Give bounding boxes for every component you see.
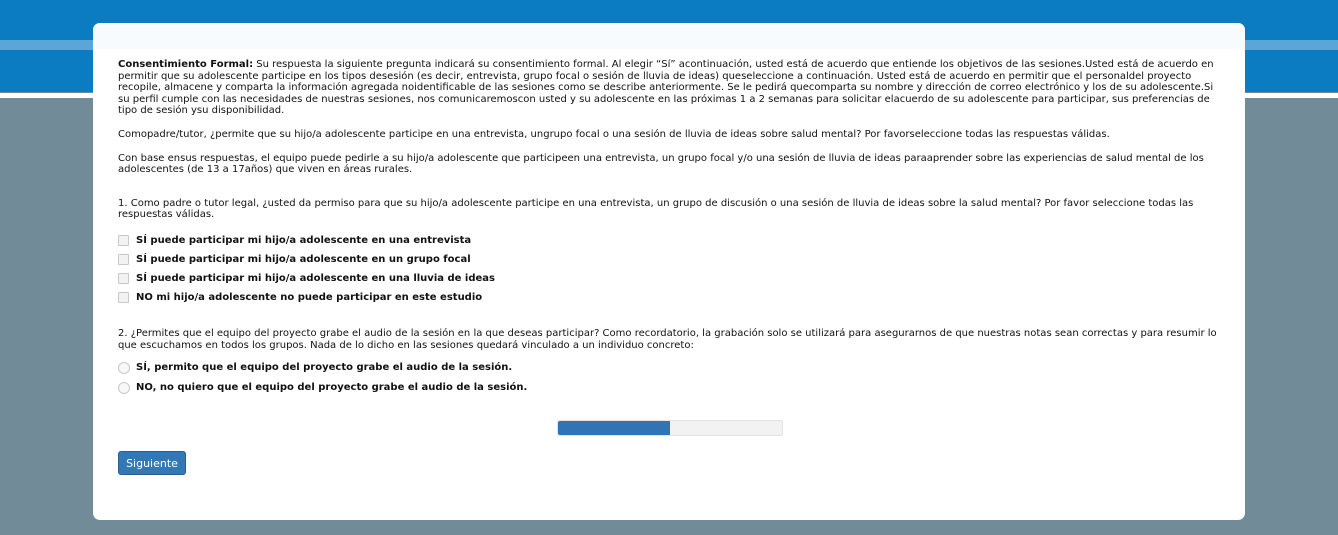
next-button[interactable]: Siguiente [118, 451, 186, 475]
radio-button[interactable] [118, 362, 130, 374]
checkbox[interactable] [118, 292, 129, 303]
consent-text: Su respuesta la siguiente pregunta indicará su consentimiento formal. Al elegir “Sí” acontinuación, usted está de acuerdo que entiende los objetivos de las sesiones.Usted está de acuerdo en permitir que su adolescente participe en los tipos desesión (es decir, entrevista, grupo focal o sesión de lluvia de ideas) queseleccione a continuación. Usted está de acuerdo en permitir que el personaldel proyecto recopile, almacene y comparta la información agregada noidentificable de las sesiones como se describe anteriormente. Se le pedirá quecomparta su nombre y dirección de correo electrónico y los de su adolescente.Si su perfil cumple con las necesidades de nuestras sesiones, nos comunicaremoscon usted y su adolescente en las próximas 1 a 2 semanas para solicitar elacuerdo de su adolescente para participar, sus preferencias de tipo de sesión ysu disponibilidad. [118, 59, 1214, 117]
consent-paragraph [118, 59, 1218, 117]
option-grupo-focal[interactable] [118, 250, 1218, 269]
option-entrevista[interactable] [118, 231, 1218, 250]
progress-bar [557, 420, 783, 436]
intro-paragraph-1: Comopadre/tutor, ¿permite que su hijo/a adolescente participe en una entrevista, ungrupo focal o una sesión de lluvia de ideas sobre salud mental? Por favorseleccione todas las respuestas válidas. [118, 128, 1110, 140]
question-2-options [118, 358, 1218, 398]
option-label: NO mi hijo/a adolescente no puede participar en este estudio [136, 291, 483, 303]
option-grabar-si[interactable] [118, 358, 1218, 378]
checkbox[interactable] [118, 273, 129, 284]
question-2-text: 2. ¿Permites que el equipo del proyecto grabe el audio de la sesión en la que deseas participar? Como recordatorio, la grabación solo se utilizará para asegurarnos de que nuestras notas sean correctas y para resumir lo que escuchamos en todos los grupos. Nada de lo dicho en las sesiones quedará vinculado a un individuo concreto: [118, 327, 1217, 351]
option-lluvia-de-ideas[interactable] [118, 269, 1218, 288]
checkbox[interactable] [118, 235, 129, 246]
intro-paragraph-2: Con base ensus respuestas, el equipo puede pedirle a su hijo/a adolescente que participeen una entrevista, un grupo focal y/o una sesión de lluvia de ideas paraaprender sobre las experiencias de salud mental de los adolescentes (de 13 a 17años) que viven en áreas rurales. [118, 152, 1204, 176]
option-label: SÍ puede participar mi hijo/a adolescente en una entrevista [136, 234, 472, 246]
option-label: NO, no quiero que el equipo del proyecto grabe el audio de la sesión. [136, 382, 528, 394]
option-no-participa[interactable] [118, 288, 1218, 307]
radio-button[interactable] [118, 382, 130, 394]
option-label: SÍ puede participar mi hijo/a adolescente en un grupo focal [136, 253, 471, 265]
option-grabar-no[interactable] [118, 378, 1218, 398]
option-label: SÍ, permito que el equipo del proyecto grabe el audio de la sesión. [136, 362, 513, 374]
survey-card [93, 23, 1245, 520]
consent-label: Consentimiento Formal: [118, 59, 254, 70]
card-header-strip [93, 23, 1245, 49]
question-1-text: 1. Como padre o tutor legal, ¿usted da permiso para que su hijo/a adolescente participe en una entrevista, un grupo de discusión o una sesión de lluvia de ideas sobre la salud mental? Por favor seleccione todas las respuestas válidas. [118, 197, 1194, 221]
option-label: SÍ puede participar mi hijo/a adolescente en una lluvia de ideas [136, 272, 495, 284]
checkbox[interactable] [118, 254, 129, 265]
survey-content [118, 59, 1218, 398]
progress-bar-fill [558, 421, 670, 435]
question-1-options [118, 231, 1218, 307]
